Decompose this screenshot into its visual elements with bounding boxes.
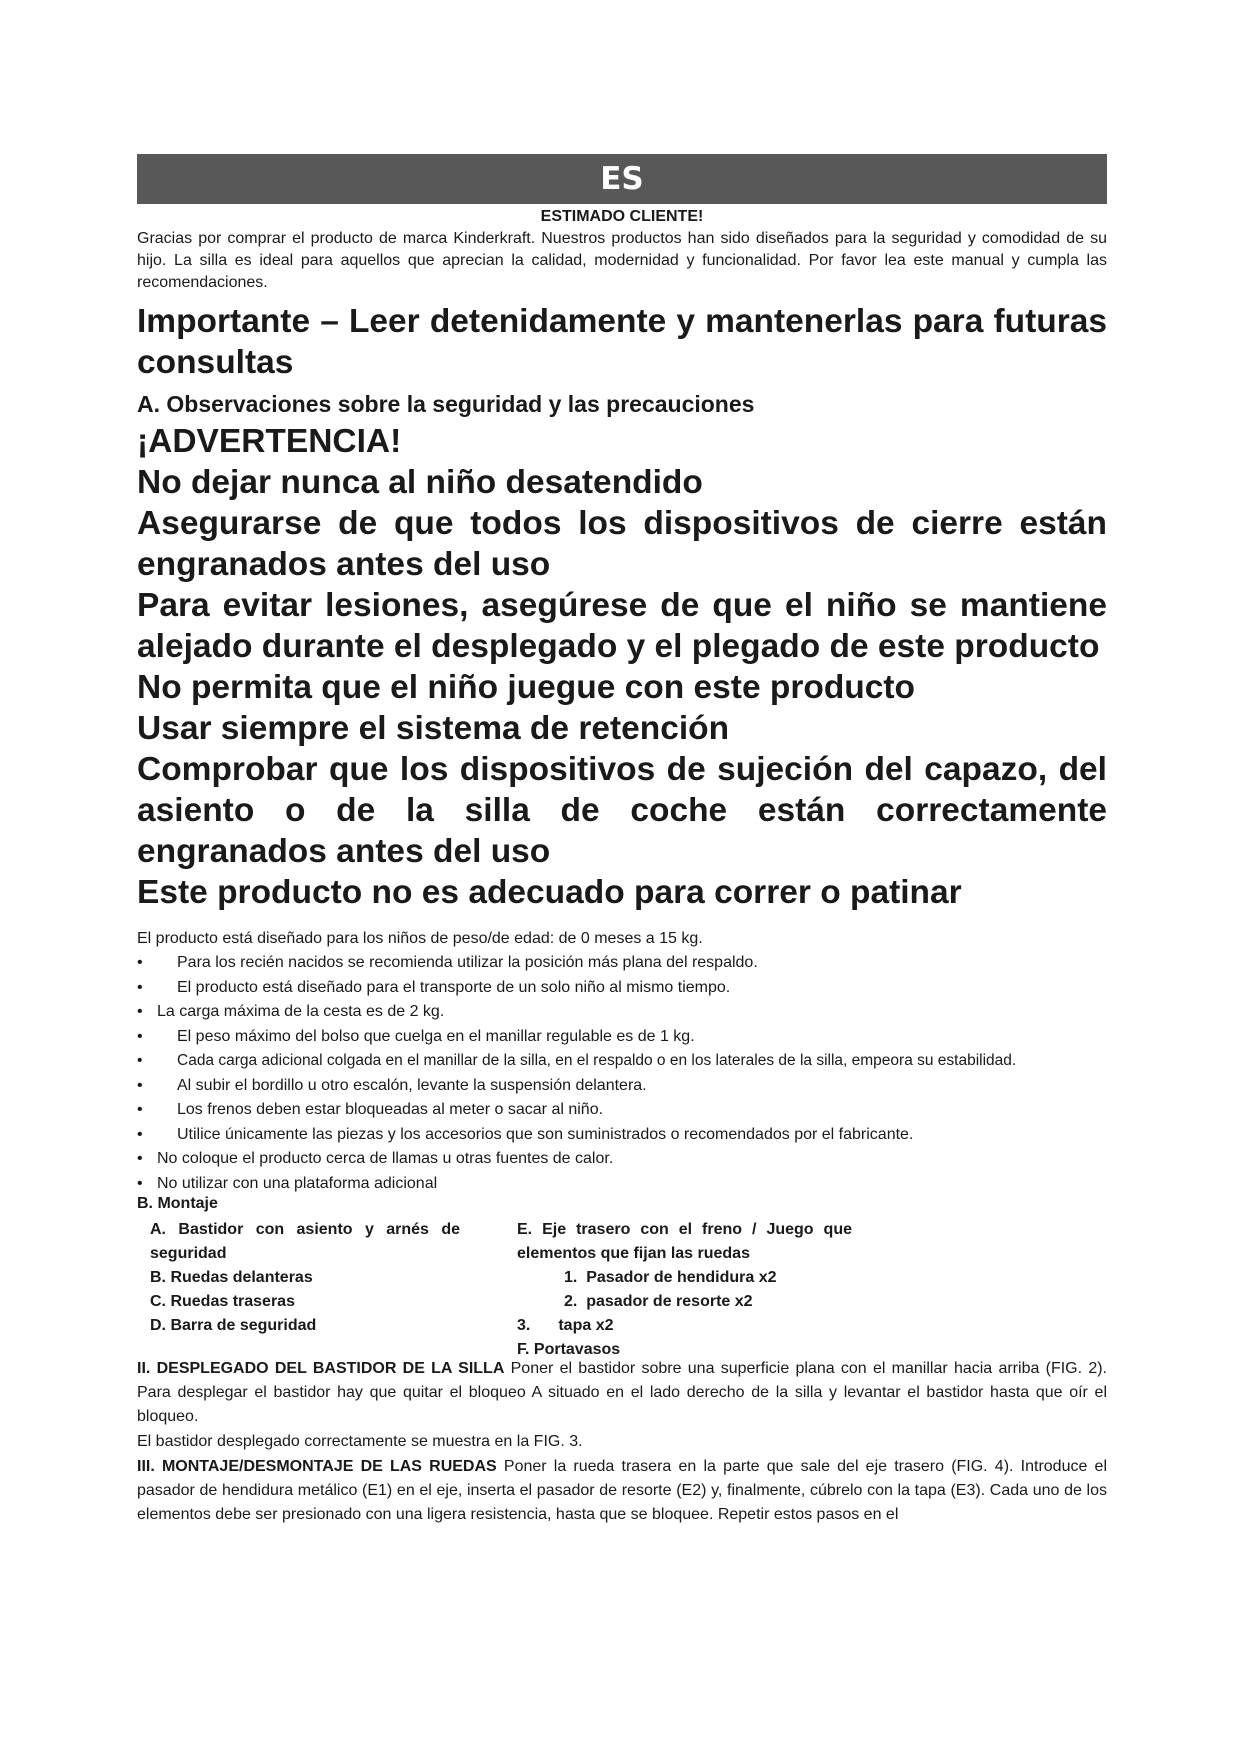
list-item: • Utilice únicamente las piezas y los accesorios que son suministrados o recomendados por el fabricante.	[137, 1123, 1107, 1148]
part-item: A. Bastidor con asiento y arnés de seguridad	[150, 1221, 460, 1262]
warning-item: Comprobar que los dispositivos de sujeción del capazo, del asiento o de la silla de coche están correctamente engranados antes del uso	[137, 751, 1107, 870]
age-weight-note: El producto está diseñado para los niños de peso/de edad: de 0 meses a 15 kg.	[137, 930, 703, 947]
section-iii-text: Poner la rueda trasera en la parte que sale del eje trasero (FIG. 4). Introduce el pasador de hendidura metálico (E1) en el eje, inserta el pasador de resorte (E2) y, finalmente, cúbrelo con la tapa (E3). Cada uno de los elementos debe ser presionado con una ligera resistencia, hasta que se bloquee. Repetir estos pasos en el	[137, 1458, 1107, 1523]
warning-item: Asegurarse de que todos los dispositivos de cierre están engranados antes del uso	[137, 505, 1107, 583]
part-subitem-number: 3.	[517, 1317, 531, 1334]
list-item: • Al subir el bordillo u otro escalón, levante la suspensión delantera.	[137, 1074, 1107, 1099]
part-subitem-label: tapa x2	[558, 1317, 614, 1334]
list-item: • El peso máximo del bolso que cuelga en el manillar regulable es de 1 kg.	[137, 1025, 1107, 1050]
list-item: • No coloque el producto cerca de llamas u otras fuentes de calor.	[137, 1147, 1107, 1172]
part-subitem	[517, 1314, 857, 1338]
bullet-icon: •	[137, 1101, 143, 1118]
language-header-bar: ES	[137, 154, 1107, 204]
section-ii-paragraph	[137, 1357, 1107, 1429]
list-item: • No utilizar con una plataforma adicional	[137, 1172, 1107, 1197]
warning-item: Usar siempre el sistema de retención	[137, 710, 730, 747]
part-subitem: 1. Pasador de hendidura x2	[564, 1269, 777, 1286]
bullet-icon: •	[137, 1052, 143, 1069]
section-a-heading: A. Observaciones sobre la seguridad y las precauciones	[137, 391, 755, 417]
warning-item: No permita que el niño juegue con este producto	[137, 669, 916, 706]
section-ii-text: Poner el bastidor sobre una superficie plana con el manillar hacia arriba (FIG. 2). Para desplegar el bastidor hay que quitar el bloqueo A situado en el lado derecho de la silla y levantar el bastidor hasta que oír el bloqueo.	[137, 1360, 1107, 1425]
safety-bullet-list	[137, 951, 1107, 1196]
bullet-icon: •	[137, 1027, 143, 1045]
part-item: E. Eje trasero con el freno / Juego que elementos que fijan las ruedas	[517, 1221, 852, 1262]
list-item: • Para los recién nacidos se recomienda utilizar la posición más plana del respaldo.	[137, 951, 1107, 976]
section-ii-note: El bastidor desplegado correctamente se muestra en la FIG. 3.	[137, 1433, 583, 1450]
bullet-icon: •	[137, 954, 143, 971]
warning-item: No dejar nunca al niño desatendido	[137, 464, 703, 501]
important-heading: Importante – Leer detenidamente y mantenerlas para futuras consultas	[137, 303, 1107, 381]
parts-column-right	[517, 1218, 857, 1362]
part-subitem: 2. pasador de resorte x2	[564, 1293, 753, 1310]
bullet-icon: •	[137, 1174, 143, 1192]
parts-column-left	[150, 1218, 460, 1338]
bullet-icon: •	[137, 978, 143, 996]
part-item: B. Ruedas delanteras	[150, 1269, 313, 1286]
section-ii-title: II. DESPLEGADO DEL BASTIDOR DE LA SILLA	[137, 1360, 505, 1377]
list-item: • Cada carga adicional colgada en el manillar de la silla, en el respaldo o en los laterales de la silla, empeora su estabilidad.	[137, 1049, 1107, 1074]
list-item: • Los frenos deben estar bloqueadas al meter o sacar al niño.	[137, 1098, 1107, 1123]
part-item: C. Ruedas traseras	[150, 1293, 295, 1310]
bullet-icon: •	[137, 1003, 143, 1020]
bullet-icon: •	[137, 1076, 143, 1094]
section-iii-title: III. MONTAJE/DESMONTAJE DE LAS RUEDAS	[137, 1458, 497, 1475]
warning-title: ¡ADVERTENCIA!	[137, 423, 402, 460]
warning-item: Este producto no es adecuado para correr o patinar	[137, 874, 962, 911]
salutation: ESTIMADO CLIENTE!	[540, 208, 704, 225]
part-item: F. Portavasos	[517, 1341, 621, 1358]
list-item: • La carga máxima de la cesta es de 2 kg.	[137, 1000, 1107, 1025]
warning-item: Para evitar lesiones, asegúrese de que el niño se mantiene alejado durante el desplegado y el plegado de este producto	[137, 587, 1107, 665]
intro-paragraph: Gracias por comprar el producto de marca Kinderkraft. Nuestros productos han sido diseñados para la seguridad y comodidad de su hijo. La silla es ideal para aquellos que aprecian la calidad, modernidad y funcionalidad. Por favor lea este manual y cumpla las recomendaciones.	[137, 230, 1107, 291]
warning-list	[137, 421, 1107, 913]
part-item: D. Barra de seguridad	[150, 1317, 317, 1334]
bullet-icon: •	[137, 1150, 143, 1167]
section-iii-paragraph	[137, 1455, 1107, 1527]
bullet-icon: •	[137, 1125, 143, 1143]
list-item: • El producto está diseñado para el transporte de un solo niño al mismo tiempo.	[137, 976, 1107, 1001]
section-b-heading: B. Montaje	[137, 1195, 218, 1212]
